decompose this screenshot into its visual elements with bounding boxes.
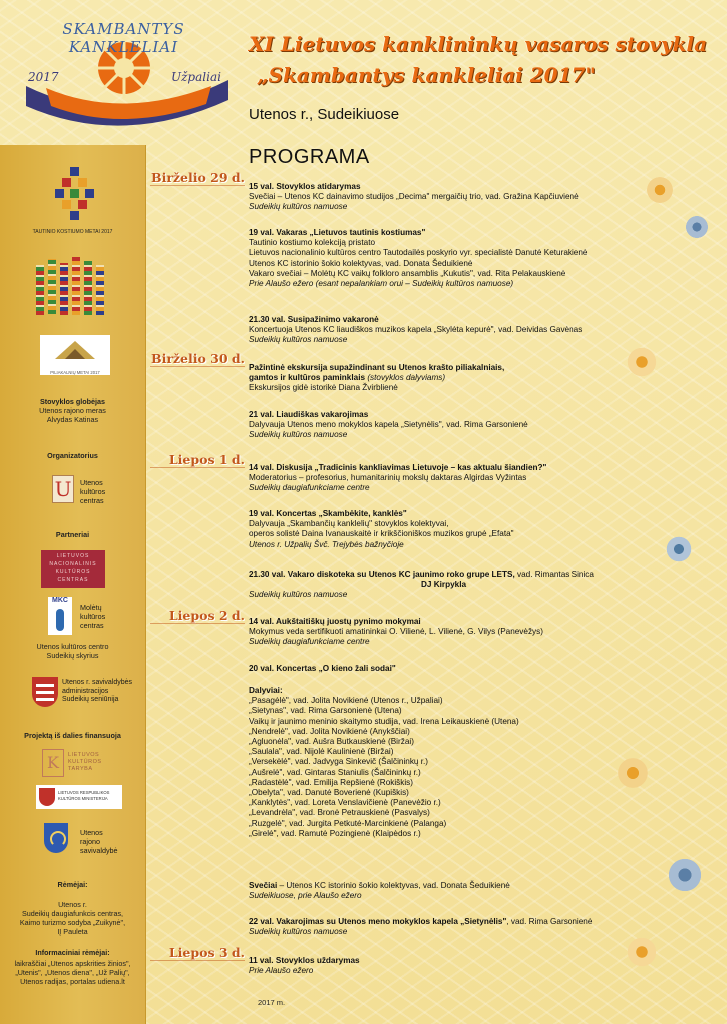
partners-heading: Partneriai — [55, 530, 90, 539]
seniunija-name: Utenos r. savivaldybės administracijos Sudeikių seniūnija — [62, 679, 133, 704]
day-divider — [150, 623, 245, 624]
participant-item: „Radastėlė", vad. Emilija Repšienė (Rokiškis) — [249, 777, 413, 787]
ltk-name: LIETUVOS KULTŪROS TARYBA — [68, 752, 102, 772]
title-line-2: „Skambantys kankleliai 2017" — [257, 63, 596, 87]
participant-item: „Ruzgelė", vad. Jurgita Petkutė-Marcinkienė (Palanga) — [249, 818, 447, 828]
event-guests: Svečiai – Utenos KC istorinio šokio kolektyvas, vad. Donata Šeduikienė Sudeikiuose, prie Alaušo ežero — [249, 881, 510, 901]
funding-heading: Projektą iš dalies finansuoja — [24, 731, 121, 740]
sudeikiu-skyrius-l2: Sudeikių skyrius — [46, 651, 99, 660]
organizer-heading: Organizatorius — [47, 451, 98, 460]
seniunija-coat-of-arms — [32, 677, 58, 707]
sponsors-line-4: IĮ Pauleta — [57, 927, 88, 936]
moletu-kc-name: Molėtų kultūros centras — [80, 603, 106, 630]
participant-item: „Saulala", vad. Nijolė Kaulinienė (Biržai) — [249, 747, 394, 757]
participant-item: „Pasagėlė", vad. Jolita Novikienė (Utenos r., Užpaliai) — [249, 696, 443, 706]
day-divider — [150, 366, 245, 367]
participant-item: „Levandrėla", vad. Bronė Petrauskienė (Pasvalys) — [249, 808, 430, 818]
participant-item: „Girelė", vad. Ramutė Pozingienė (Klaipėdos r.) — [249, 828, 421, 838]
patron-heading: Stovyklos globėjas — [39, 397, 106, 406]
lnkc-logo: LIETUVOS NACIONALINIS KULTŪROS CENTRAS — [41, 550, 105, 588]
logo-title: SKAMBANTYS KANKLELIAI — [62, 20, 185, 56]
participant-item: „Nendrelė", vad. Jolita Novikienė (Anykščiai) — [249, 726, 410, 736]
patron-line-2: Alvydas Katinas — [46, 415, 99, 424]
event-acquaintance-evening: 21.30 val. Susipažinimo vakaronė Koncertuoja Utenos KC liaudiškos muzikos kapela „Skylėta kepurė", vad. Deividas Gavėnas Sudeikių kultūros namuose — [249, 315, 583, 345]
day-divider — [150, 467, 245, 468]
event-evening-sietynelis: 22 val. Vakarojimas su Utenos meno mokyklos kapela „Sietynėlis", vad. Rima Garsonienė Sudeikių kultūros namuose — [249, 917, 593, 937]
year-note: 2017 m. — [258, 998, 286, 1007]
participant-item: „Versekėlė", vad. Jadvyga Sinkevič (Šalčininkų r.) — [249, 757, 429, 767]
program-heading: PROGRAMA — [249, 146, 370, 168]
day-label-june-29: Birželio 29 d. — [151, 170, 245, 185]
patron-line-1: Utenos rajono meras — [39, 406, 106, 415]
info-sponsors-line-3: Utenos radijas, portalas udiena.lt — [20, 977, 125, 986]
title-line-1: XI Lietuvos kanklininkų vasaros stovykla — [249, 32, 708, 56]
logo-place: Užpaliai — [171, 70, 221, 84]
sponsors-line-2: Sudeikių daugiafunkcis centras, — [21, 909, 124, 918]
sidebar — [0, 145, 146, 1024]
info-sponsors-heading: Informaciniai rėmėjai: — [35, 948, 110, 957]
event-excursion: Pažintinė ekskursija supažindinant su Utenos krašto piliakalniais, gamtos ir kultūros paminklais (stovyklos dalyviams) Ekskursijos gidė istorikė Diana Žvirblienė — [249, 363, 505, 393]
sponsors-heading: Rėmėjai: — [57, 880, 88, 889]
piliakalniu-logo: PILIAKALNIŲ METAI 2017 — [40, 335, 110, 375]
participant-item: „Aušrelė", vad. Gintaras Staniulis (Šalčininkų r.) — [249, 767, 421, 777]
sash-decoration — [36, 257, 111, 319]
event-closing: 11 val. Stovyklos uždarymas Prie Alaušo ežero — [249, 956, 360, 976]
participant-item: „Obelyta", vad. Danutė Boverienė (Kupiškis) — [249, 788, 409, 798]
day-label-june-30: Birželio 30 d. — [151, 351, 245, 366]
day-label-july-2: Liepos 2 d. — [168, 608, 245, 623]
ltk-logo: K — [42, 749, 64, 777]
event-disco: 21.30 val. Vakaro diskoteka su Utenos KC jaunimo roko grupe LETS, vad. Rimantas Sinica DJ Kirpykla Sudeikių kultūros namuose — [249, 570, 594, 600]
participants-list: Dalyviai: „Pasagėlė", vad. Jolita Novikienė (Utenos r., Užpaliai) „Sietynas", vad. Rima Garsonienė (Utena) Vaikų ir jaunimo meninio skaitymo studija, vad. Irena Leikauskienė (Utena) „Nendrelė", vad. Jolita Novikienė (Anykščiai) „Agluonėla", vad. Aušra Butkauskienė (Biržai) „Saulala", vad. Nijolė Kaulinienė (Biržai) „Versekėlė", vad. Jadvyga Sinkevič (Šalčininkų r.) „Aušrelė", vad. Gintaras Staniulis (Šalčininkų r.) „Radastėlė", vad. Emilija Repšienė (Rokiškis) „Obelyta", vad. Danutė Boverienė (Kupiškis) „Kanklytės", vad. Loreta Venslavičienė (Panevėžio r.) „Levandrėla", vad. Bronė Petrauskienė (Pasvalys) „Ruzgelė", vad. Jurgita Petkutė-Marcinkienė (Palanga) „Girelė", vad. Ramutė Pozingienė (Klaipėdos r.) — [249, 686, 719, 839]
mkc-logo: MKC — [48, 597, 72, 635]
day-divider — [150, 960, 245, 961]
participant-item: „Kanklytės", vad. Loreta Venslavičienė (Panevėžio r.) — [249, 798, 441, 808]
event-discussion: 14 val. Diskusija „Tradicinis kankliavimas Lietuvoje – kas aktualu šiandien?" Moderatorius – profesorius, humanitarinių mokslų daktaras Algirdas Vyžintas Sudeikių daugiafunkciame centre — [249, 463, 547, 493]
event-national-costume: 19 val. Vakaras „Lietuvos tautinis kostiumas" Tautinio kostiumo kolekciją pristato Lietuvos nacionalinio kultūros centro Tautodailės poskyrio vyr. specialistė Danutė Keturakienė Utenos KC istorinio šokio kolektyvas, vad. Donata Šeduikienė Vakaro svečiai – Molėtų KC vaikų folkloro ansamblis „Kukutis", vad. Rita Pelakauskienė Prie Alaušo ežero (esant nepalankiam orui – Sudeikių kultūros namuose) — [249, 228, 588, 289]
event-folk-evening: 21 val. Liaudiškas vakarojimas Dalyvauja Utenos meno mokyklos kapela „Sietynėlis", vad. Rima Garsonienė Sudeikių kultūros namuose — [249, 410, 528, 440]
day-divider — [150, 185, 245, 186]
sponsors-line-1: Utenos r. — [58, 900, 87, 909]
camp-logo — [6, 8, 238, 128]
event-concert-kankles: 19 val. Koncertas „Skambėkite, kanklės" Dalyvauja „Skambančių kanklelių" stovyklos kolektyvai, operos solistė Daina Ivanauskaitė ir krikščioniškos muzikos grupė „Efata" Utenos r. Užpalių Švč. Trejybės bažnyčioje — [249, 509, 514, 549]
event-opening: 15 val. Stovyklos atidarymas Svečiai – Utenos KC dainavimo studijos „Decima" mergaičių trio, vad. Gražina Kapčiuvienė Sudeikių kultūros namuose — [249, 182, 579, 212]
ministerija-logo: LIETUVOS RESPUBLIKOS KULTŪROS MINISTERIJA — [36, 785, 122, 809]
participant-item: Vaikų ir jaunimo meninio skaitymo studija, vad. Irena Leikauskienė (Utena) — [249, 716, 519, 726]
utenos-savivaldybe-coat-of-arms — [44, 823, 68, 853]
day-label-july-3: Liepos 3 d. — [168, 945, 245, 960]
event-sash-weaving: 14 val. Aukštaitiškų juostų pynimo mokymai Mokymus veda sertifikuoti amatininkai O. Vilienė, L. Vilienė, G. Vilys (Panevėžys) Sudeikių daugiafunkciame centre — [249, 617, 543, 647]
sponsors-line-3: Kaimo turizmo sodyba „Zuikynė", — [19, 918, 126, 927]
utenos-kc-logo: U — [52, 475, 74, 503]
tautinio-logo-caption: TAUTINIO KOSTIUMO METAI 2017 — [32, 229, 113, 235]
info-sponsors-line-2: „Utenis", „Utenos diena", „Už Palių", — [15, 968, 130, 977]
day-label-july-1: Liepos 1 d. — [168, 452, 245, 467]
organizer-name: Utenos kultūros centras — [80, 478, 106, 505]
info-sponsors-line-1: laikraščiai „Utenos apskrities žinios", — [14, 959, 131, 968]
event-concert-sodai: 20 val. Koncertas „O kieno žali sodai" — [249, 664, 396, 673]
logo-year: 2017 — [28, 70, 59, 84]
location: Utenos r., Sudeikiuose — [249, 106, 400, 123]
sudeikiu-skyrius-l1: Utenos kultūros centro — [36, 642, 109, 651]
utenos-savivaldybe-name: Utenos rajono savivaldybė — [80, 828, 118, 855]
participant-item: „Agluonėla", vad. Aušra Butkauskienė (Biržai) — [249, 737, 414, 747]
participant-item: „Sietynas", vad. Rima Garsonienė (Utena) — [249, 706, 402, 716]
